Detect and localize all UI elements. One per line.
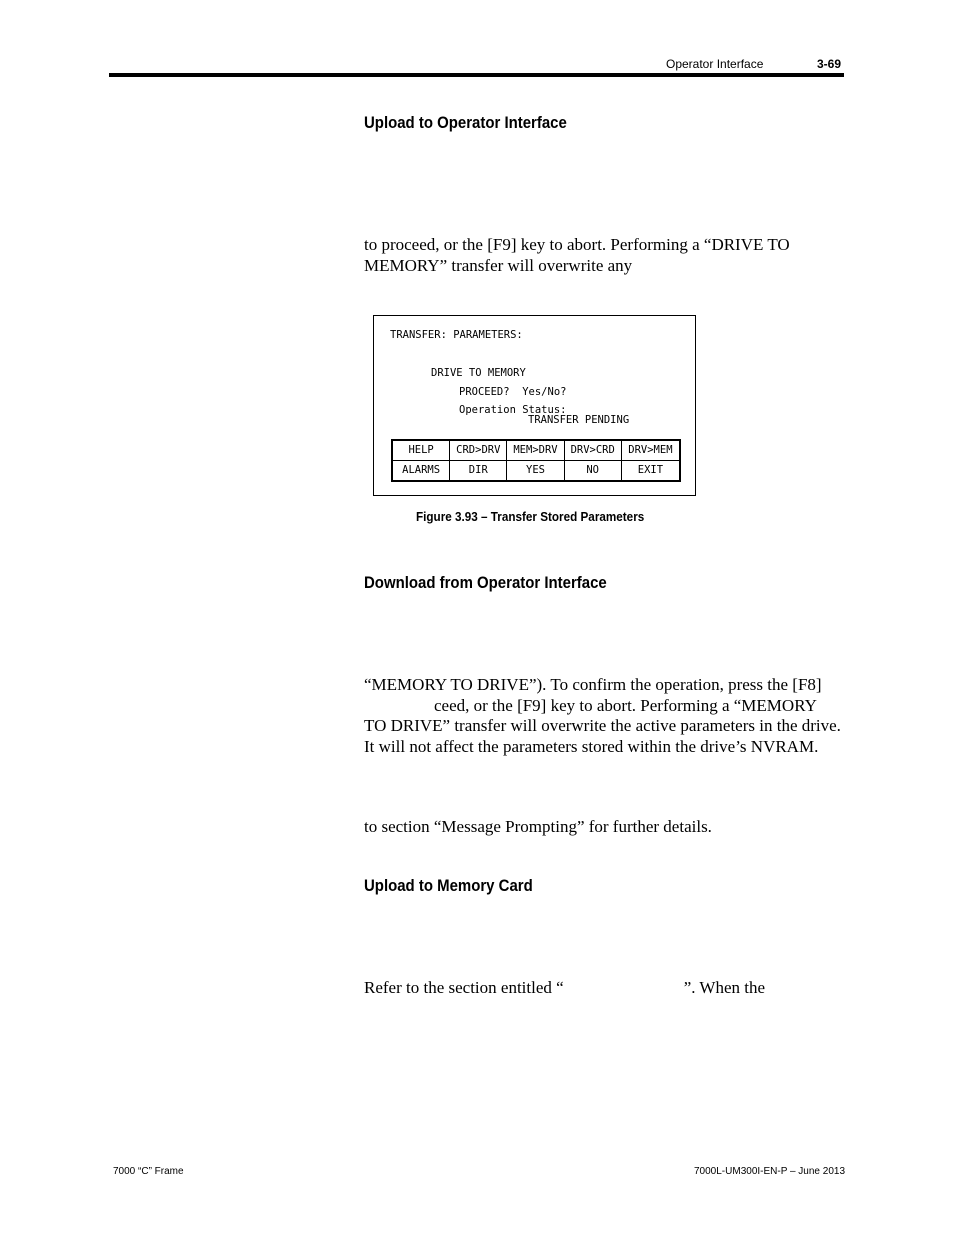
fkey-mem-drv[interactable]: MEM>DRV (507, 441, 564, 461)
footer-product: 7000 “C” Frame (113, 1166, 184, 1177)
fkey-no[interactable]: NO (565, 461, 622, 481)
paragraph-line: TO DRIVE” transfer will overwrite the active parameters in the drive. (364, 716, 841, 735)
heading-upload-operator-interface: Upload to Operator Interface (364, 113, 567, 132)
fkey-help[interactable]: HELP (393, 441, 450, 461)
running-header-section: Operator Interface (666, 57, 764, 71)
upload-oi-paragraph (364, 235, 790, 276)
paragraph-line: MEMORY” transfer will overwrite any (364, 255, 633, 275)
screen-status-label: Operation Status: (459, 404, 567, 416)
fkey-drv-crd[interactable]: DRV>CRD (565, 441, 622, 461)
header-rule (109, 73, 844, 77)
fkey-crd-drv[interactable]: CRD>DRV (450, 441, 507, 461)
paragraph-line: ceed, or the [F9] key to abort. Performing a “MEMORY (434, 695, 817, 715)
fkey-drv-mem[interactable]: DRV>MEM (622, 441, 679, 461)
paragraph-line: “MEMORY TO DRIVE”). To confirm the operation, press the [F8] (364, 675, 822, 694)
screen-status-value: TRANSFER PENDING (528, 414, 630, 426)
paragraph-fragment: ”. When the (683, 978, 766, 997)
function-key-grid (391, 439, 681, 482)
fkey-alarms[interactable]: ALARMS (393, 461, 450, 481)
operator-interface-screen (373, 315, 696, 496)
paragraph-fragment: Refer to the section entitled “ (364, 978, 564, 997)
heading-upload-memory-card: Upload to Memory Card (364, 876, 533, 895)
paragraph-line: to proceed, or the [F9] key to abort. Performing a “DRIVE TO (364, 235, 790, 254)
download-oi-note: to section “Message Prompting” for further details. (364, 817, 712, 836)
download-oi-paragraph (364, 675, 841, 757)
fkey-dir[interactable]: DIR (450, 461, 507, 481)
screen-prompt: PROCEED? Yes/No? (459, 386, 567, 398)
upload-card-paragraph (364, 978, 765, 999)
figure-caption: Figure 3.93 – Transfer Stored Parameters (416, 509, 645, 524)
fkey-exit[interactable]: EXIT (637, 464, 664, 477)
fkey-yes[interactable]: YES (507, 461, 564, 481)
footer-doc-id: 7000L-UM300I-EN-P – June 2013 (694, 1166, 846, 1177)
screen-title: TRANSFER: PARAMETERS: (390, 329, 523, 341)
paragraph-line: It will not affect the parameters stored within the drive’s NVRAM. (364, 736, 819, 756)
screen-mode: DRIVE TO MEMORY (431, 367, 526, 379)
page-number: 3-69 (817, 57, 842, 71)
heading-download-operator-interface: Download from Operator Interface (364, 573, 607, 592)
